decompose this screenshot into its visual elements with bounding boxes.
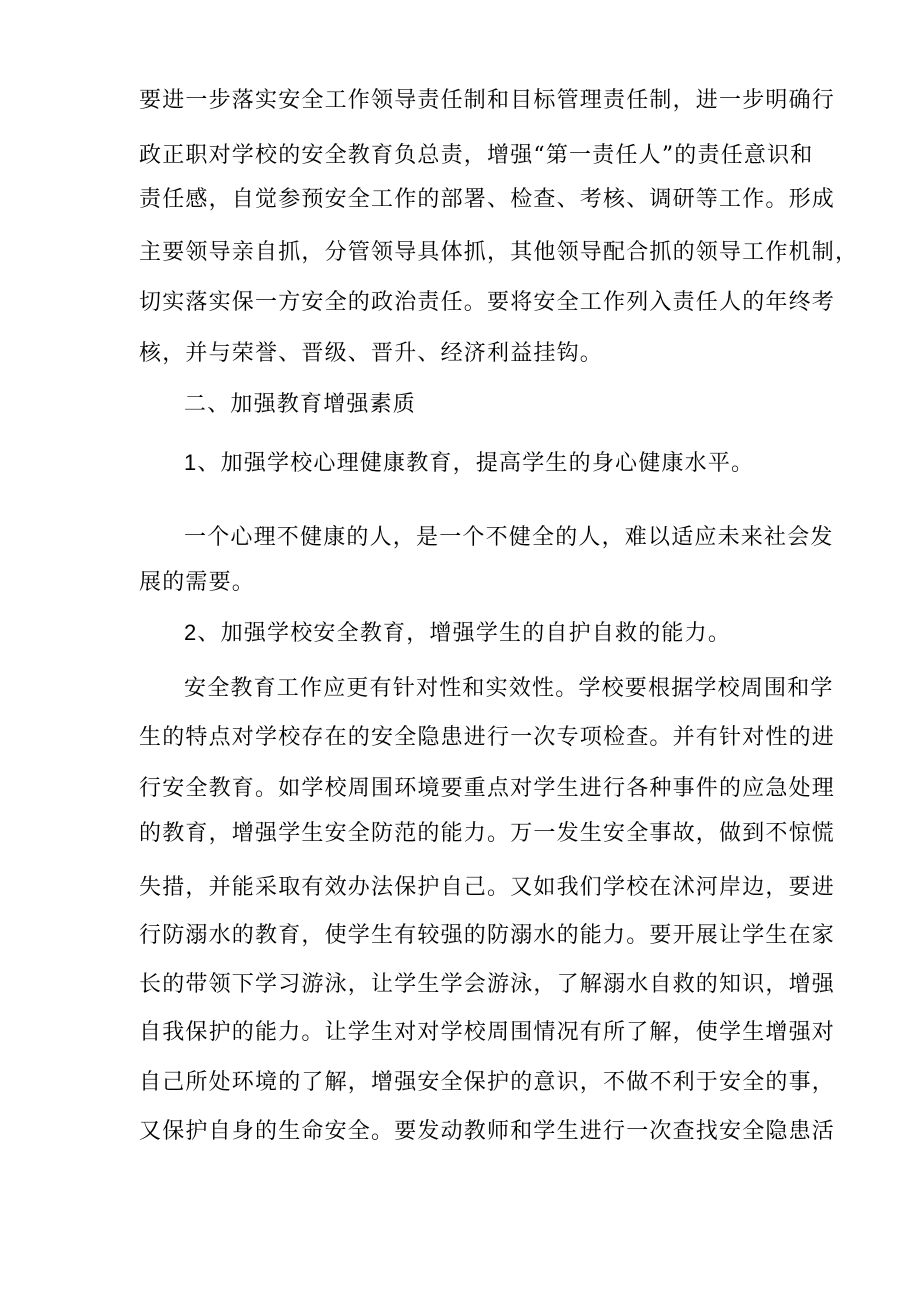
paragraph-line: 的教育，增强学生安全防范的能力。万一发生安全事故，做到不惊慌 bbox=[139, 821, 836, 846]
numbered-heading: 2、加强学校安全教育，增强学生的自护自救的能力。 bbox=[184, 620, 732, 645]
paragraph-line: 切实落实保一方安全的政治责任。要将安全工作列入责任人的年终考 bbox=[139, 290, 836, 315]
paragraph-line: 安全教育工作应更有针对性和实效性。学校要根据学校周围和学 bbox=[184, 676, 834, 701]
paragraph-line: 责任感，自觉参预安全工作的部署、检查、考核、调研等工作。形成 bbox=[139, 187, 836, 212]
paragraph-line: 展的需要。 bbox=[139, 570, 256, 595]
paragraph-line: 要进一步落实安全工作领导责任制和目标管理责任制，进一步明确行 bbox=[139, 88, 836, 113]
paragraph-line: 生的特点对学校存在的安全隐患进行一次专项检查。并有针对性的进 bbox=[139, 725, 836, 750]
paragraph-line: 长的带领下学习游泳，让学生学会游泳，了解溺水自救的知识，增强 bbox=[139, 972, 836, 997]
paragraph-line: 一个心理不健康的人，是一个不健全的人，难以适应未来社会发 bbox=[184, 525, 834, 550]
paragraph-line: 政正职对学校的安全教育负总责，增强“第一责任人”的责任意识和 bbox=[139, 143, 814, 168]
paragraph-line: 行安全教育。如学校周围环境要重点对学生进行各种事件的应急处理 bbox=[139, 776, 836, 801]
paragraph-line: 自我保护的能力。让学生对对学校周围情况有所了解，使学生增强对 bbox=[139, 1020, 836, 1045]
paragraph-line: 行防溺水的教育，使学生有较强的防溺水的能力。要开展让学生在家 bbox=[139, 923, 836, 948]
paragraph-line: 又保护自身的生命安全。要发动教师和学生进行一次查找安全隐患活 bbox=[139, 1119, 836, 1144]
paragraph-line: 主要领导亲自抓，分管领导具体抓，其他领导配合抓的领导工作机制， bbox=[139, 240, 859, 265]
paragraph-line: 失措，并能采取有效办法保护自己。又如我们学校在沭河岸边，要进 bbox=[139, 875, 836, 900]
paragraph-line: 自己所处环境的了解，增强安全保护的意识，不做不利于安全的事， bbox=[139, 1070, 836, 1095]
section-heading: 二、加强教育增强素质 bbox=[184, 392, 417, 417]
numbered-heading: 1、加强学校心理健康教育，提高学生的身心健康水平。 bbox=[184, 450, 755, 475]
paragraph-line: 核，并与荣誉、晋级、晋升、经济利益挂钩。 bbox=[139, 341, 604, 366]
